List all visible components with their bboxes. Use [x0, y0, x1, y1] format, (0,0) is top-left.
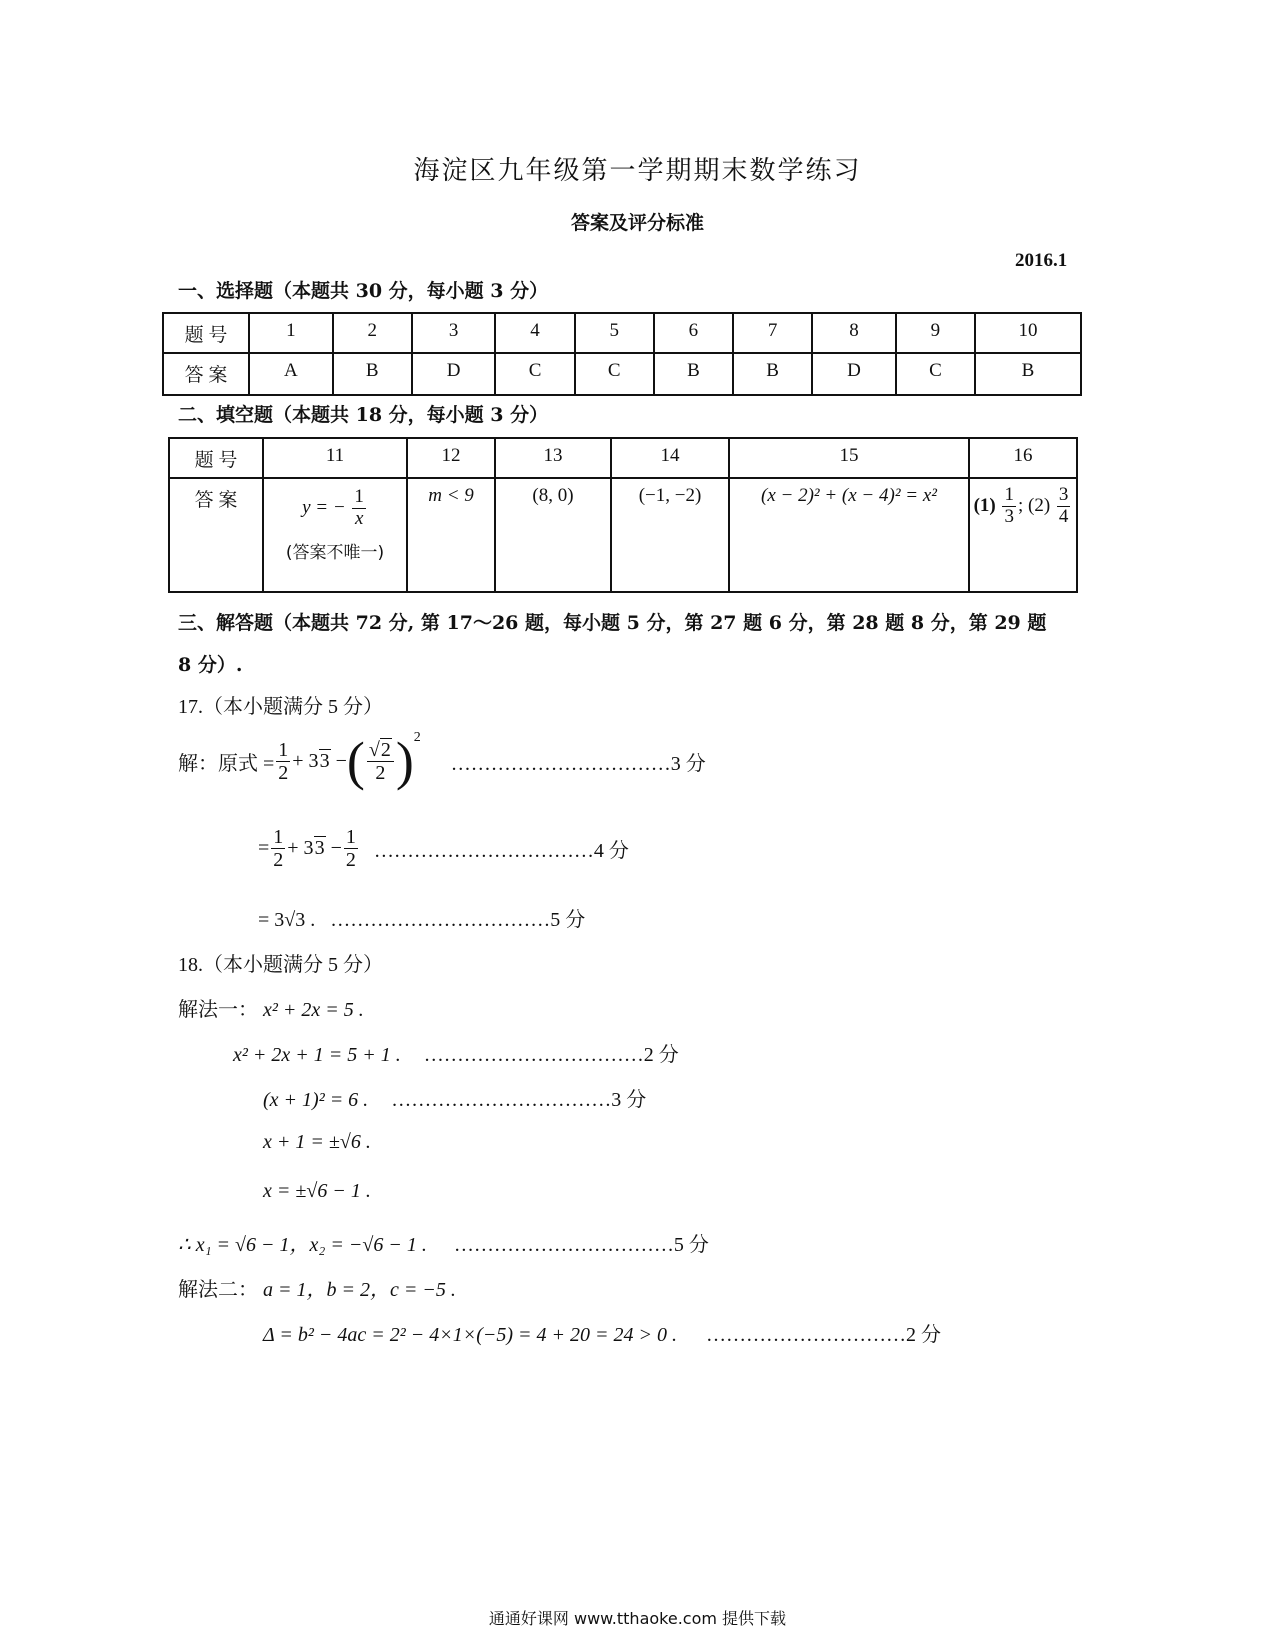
q17-step3	[258, 903, 585, 932]
question-number: 2	[333, 313, 412, 353]
q17-fraction-root2-over-2: $\frac{√2}{2}$	[367, 739, 394, 784]
page-subtitle: 答案及评分标准	[570, 212, 704, 234]
question-number: 7	[733, 313, 812, 353]
q18-method1-line3	[263, 1083, 646, 1112]
answer-cell: C	[495, 353, 574, 395]
q18-discriminant: Δ = b² − 4ac = 2² − 4×1×(−5) = 4 + 20 = 24 > 0 .	[263, 1324, 678, 1346]
q18-score: ……………………………3 分	[391, 1089, 647, 1111]
row-label-question: 题 号	[163, 313, 249, 353]
answer-cell: D	[812, 353, 896, 395]
answer-cell-11	[263, 478, 407, 592]
q17-step3-score: ……………………………5 分	[330, 909, 586, 931]
question-number: 15	[729, 438, 969, 478]
question-number: 8	[812, 313, 896, 353]
fraction-denominator: 3	[1004, 505, 1014, 527]
answer-11-fraction	[352, 487, 366, 530]
answer-cell: B	[733, 353, 812, 395]
question-number: 10	[975, 313, 1081, 353]
fill-blank-answer-table	[168, 437, 1078, 593]
q17-fraction-half: $\frac{1}{2}$	[345, 826, 356, 871]
q17-fraction-half: $\frac{1}{2}$	[278, 738, 289, 784]
q17-step1-prefix: 解：原式 =	[178, 752, 275, 775]
fraction-numerator: 1	[1004, 484, 1014, 505]
fraction-numerator: 3	[1058, 484, 1069, 505]
q18-equation: (x + 1)² = 6 .	[263, 1089, 369, 1111]
row-label-answer: 答 案	[169, 478, 263, 592]
question-number: 5	[575, 313, 654, 353]
question-number: 9	[896, 313, 975, 353]
section3-heading-line1: 三、解答题（本题共 72 分, 第 17～26 题，每小题 5 分，第 27 题 6 分，第 28 题 8 分，第 29 题	[178, 612, 1047, 634]
q18-title: 18.（本小题满分 5 分）	[178, 954, 383, 976]
choice-answer-table	[162, 312, 1082, 396]
q18-method1-line4: x + 1 = ±√6 .	[263, 1131, 371, 1153]
page-title: 海淀区九年级第一学期期末数学练习	[413, 156, 862, 186]
page-footer: 通通好课网 www.tthaoke.com 提供下载	[488, 1609, 787, 1628]
question-number: 4	[495, 313, 574, 353]
fraction-denominator: x	[354, 507, 364, 529]
answer-16-fraction-1	[1002, 485, 1016, 528]
question-number-row	[163, 313, 1081, 353]
answer-11-expr: y = −	[302, 496, 346, 518]
answer-cell-13: (8, 0)	[495, 478, 611, 592]
fraction-numerator: 1	[354, 486, 364, 507]
answer-cell-16	[969, 478, 1077, 592]
question-number: 16	[969, 438, 1077, 478]
section2-heading: 二、填空题（本题共 18 分，每小题 3 分）	[178, 404, 549, 426]
exam-date: 2016.1	[1015, 250, 1068, 271]
q18-equation: x² + 2x + 1 = 5 + 1 .	[233, 1044, 401, 1066]
q18-score: ……………………………2 分	[423, 1044, 679, 1066]
answer-cell: B	[333, 353, 412, 395]
q18-method1-line5: x = ±√6 − 1 .	[263, 1180, 371, 1202]
answer-row	[163, 353, 1081, 395]
q18-method1-line6	[178, 1228, 709, 1257]
q18-coefficients: a = 1，b = 2，c = −5 .	[263, 1279, 456, 1301]
q18-method1-line2	[233, 1038, 679, 1067]
answer-cell: C	[896, 353, 975, 395]
question-number-row	[169, 438, 1077, 478]
answer-cell: C	[575, 353, 654, 395]
answer-cell: D	[412, 353, 496, 395]
q18-score: ……………………………5 分	[453, 1234, 709, 1256]
question-number: 14	[611, 438, 729, 478]
q18-score: …………………………2 分	[706, 1324, 942, 1346]
fraction-denominator: 4	[1058, 505, 1069, 527]
q18-roots: ∴ x₁ = √6 − 1，x₂ = −√6 − 1 .	[178, 1234, 427, 1256]
q18-equation: x² + 2x = 5 .	[263, 999, 364, 1021]
answer-cell: B	[654, 353, 733, 395]
q18-method2-line2	[263, 1318, 941, 1347]
answer-cell-15: (x − 2)² + (x − 4)² = x²	[729, 478, 969, 592]
question-number: 6	[654, 313, 733, 353]
row-label-answer: 答 案	[163, 353, 249, 395]
question-number: 11	[263, 438, 407, 478]
answer-cell: B	[975, 353, 1081, 395]
section1-heading: 一、选择题（本题共 30 分，每小题 3 分）	[178, 280, 549, 302]
q17-fraction-half: $\frac{1}{2}$	[273, 826, 284, 871]
question-number: 1	[249, 313, 333, 353]
answer-11-note: (答案不唯一)	[285, 542, 385, 563]
q17-step2-score: ……………………………4 分	[373, 840, 629, 862]
answer-16-fraction-2	[1057, 485, 1071, 528]
q18-method2-label: 解法二：	[178, 1279, 258, 1301]
question-number: 12	[407, 438, 495, 478]
question-number: 13	[495, 438, 611, 478]
q18-method1-line1	[178, 993, 364, 1022]
answer-cell-12: m < 9	[407, 478, 495, 592]
q17-step1-score: ……………………………3 分	[450, 752, 706, 775]
section3-heading-line2: 8 分）.	[178, 654, 243, 676]
row-label-question: 题 号	[169, 438, 263, 478]
q17-step2: = $\frac{1}{2}$ + 33 − $\frac{1}{2}$ ……………………………4 分	[258, 826, 629, 871]
answer-cell: A	[249, 353, 333, 395]
answer-row	[169, 478, 1077, 592]
question-number: 3	[412, 313, 496, 353]
q17-step3-expr: = 3√3 .	[258, 909, 316, 931]
q17-step1: 解：原式 = $\frac{1}{2}$ + 33 − ( $\frac{√2}{2}$ ) $^2$ ……………………………3 分	[178, 730, 706, 791]
answer-cell-14: (−1, −2)	[611, 478, 729, 592]
q17-title: 17.（本小题满分 5 分）	[178, 696, 383, 718]
answer-16-part2-label: ; (2)	[1017, 494, 1051, 516]
q18-method1-label: 解法一：	[178, 999, 258, 1021]
q18-method2-line1	[178, 1273, 456, 1302]
answer-16-part1-label: (1)	[973, 494, 996, 516]
